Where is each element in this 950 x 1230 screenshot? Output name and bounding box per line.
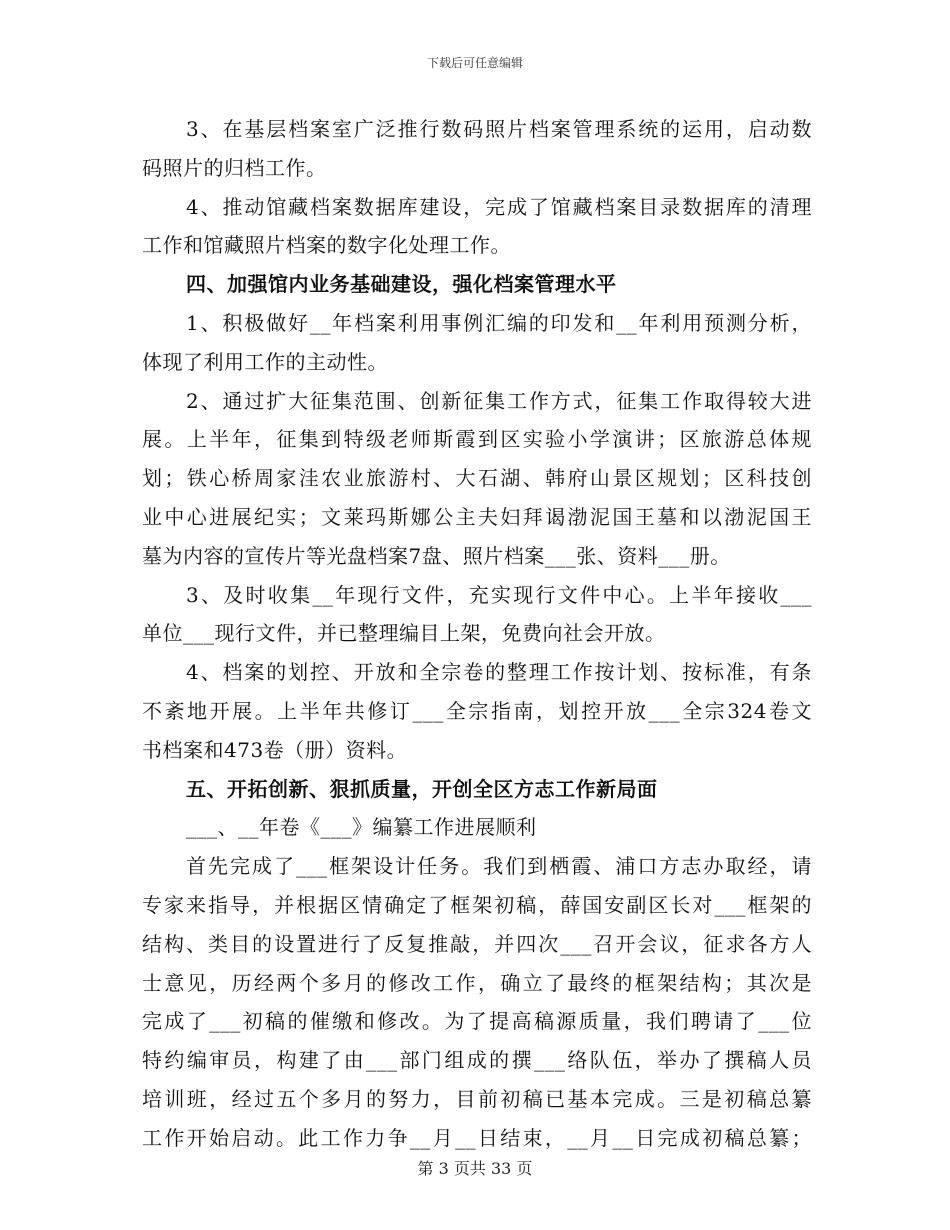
paragraph-line: 4、推动馆藏档案数据库建设，完成了馆藏档案目录数据库的清理 (186, 194, 812, 219)
paragraph-line: 展。上半年，征集到特级老师斯霞到区实验小学演讲；区旅游总体规 (142, 427, 812, 452)
paragraph-line: 士意见，历经两个多月的修改工作，确立了最终的框架结构；其次是 (142, 970, 812, 995)
paragraph-line: 墓为内容的宣传片等光盘档案7盘、照片档案___张、资料___册。 (142, 543, 731, 568)
paragraph-line: 书档案和473卷（册）资料。 (142, 737, 408, 762)
paragraph-line: 业中心进展纪实；文莱玛斯娜公主夫妇拜谒渤泥国王墓和以渤泥国王 (142, 504, 812, 529)
paragraph-line: 1、积极做好__年档案利用事例汇编的印发和__年利用预测分析， (186, 310, 812, 335)
paragraph-line: 工作和馆藏照片档案的数字化处理工作。 (142, 233, 511, 258)
paragraph-line: 培训班，经过五个多月的努力，目前初稿已基本完成。三是初稿总纂 (142, 1086, 812, 1111)
paragraph-line: 2、通过扩大征集范围、创新征集工作方式，征集工作取得较大进 (186, 388, 812, 413)
paragraph-line: 4、档案的划控、开放和全宗卷的整理工作按计划、按标准，有条 (186, 660, 812, 685)
document-body (142, 110, 812, 1158)
paragraph-line: 3、及时收集__年现行文件，充实现行文件中心。上半年接收___ (186, 582, 812, 607)
section-heading: 五、开拓创新、狠抓质量，开创全区方志工作新局面 (186, 776, 658, 801)
paragraph-line: 不紊地开展。上半年共修订___全宗指南，划控开放___全宗324卷文 (142, 698, 812, 723)
paragraph-line: 单位___现行文件，并已整理编目上架，免费向社会开放。 (142, 621, 666, 646)
paragraph-line: ___、__年卷《___》编纂工作进展顺利 (186, 815, 537, 840)
paragraph-line: 完成了___初稿的催缴和修改。为了提高稿源质量，我们聘请了___位 (142, 1009, 812, 1034)
paragraph-line: 首先完成了___框架设计任务。我们到栖霞、浦口方志办取经，请 (186, 854, 812, 879)
page-number: 第 3 页共 33 页 (417, 1159, 533, 1178)
section-heading: 四、加强馆内业务基础建设，强化档案管理水平 (186, 272, 617, 297)
paragraph-line: 结构、类目的设置进行了反复推敲，并四次___召开会议，征求各方人 (142, 931, 812, 956)
paragraph-line: 划；铁心桥周家洼农业旅游村、大石湖、韩府山景区规划；区科技创 (142, 466, 812, 491)
paragraph-line: 码照片的归档工作。 (142, 155, 327, 180)
page-header-note: 下载后可任意编辑 (426, 56, 523, 70)
paragraph-line: 3、在基层档案室广泛推行数码照片档案管理系统的运用，启动数 (186, 117, 812, 141)
paragraph-line: 特约编审员，构建了由___部门组成的撰___络队伍，举办了撰稿人员 (142, 1048, 812, 1073)
paragraph-line: 工作开始启动。此工作力争__月__日结束，__月__日完成初稿总纂； (142, 1125, 812, 1150)
paragraph-line: 专家来指导，并根据区情确定了框架初稿，薛国安副区长对___框架的 (142, 892, 812, 917)
paragraph-line: 体现了利用工作的主动性。 (142, 349, 388, 374)
